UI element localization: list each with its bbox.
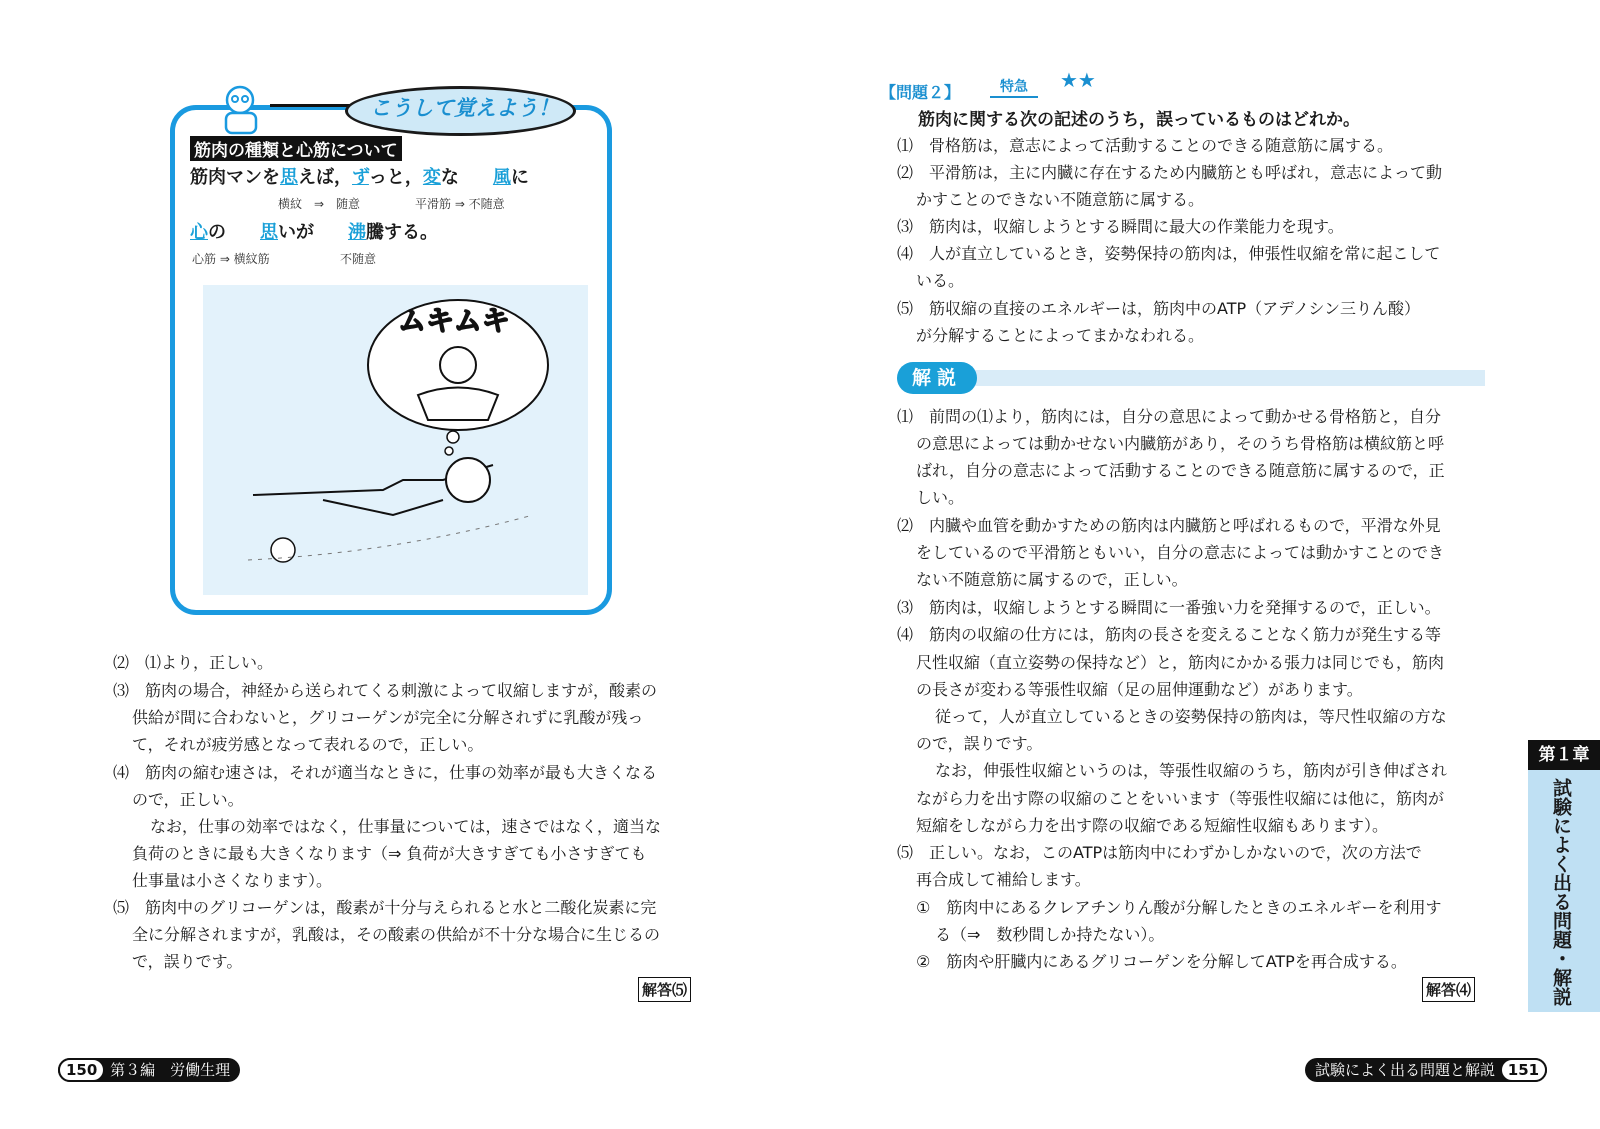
- option-5: ⑸ 筋収縮の直接のエネルギーは，筋肉中のATP（アデノシン三りん酸）: [897, 299, 1420, 318]
- explanation-line: 従って，人が直立しているときの姿勢保持の筋肉は，等尺性収縮の方な: [935, 707, 1447, 726]
- explanation-badge: 解説: [897, 362, 977, 394]
- explanation-line: ⑷ 筋肉の収縮の仕方には，筋肉の長さを変えることなく筋力が発生する等: [897, 625, 1442, 644]
- option-1: ⑴ 骨格筋は，意志によって活動することのできる随意筋に属する。: [897, 136, 1394, 155]
- left-item-4-note: 負荷のときに最も大きくなります（⇒ 負荷が大きすぎても小さすぎても: [132, 844, 647, 863]
- explanation-line: る（⇒ 数秒間しか持たない）。: [935, 925, 1165, 944]
- question-label: 【問題２】: [880, 83, 961, 102]
- explanation-line: ⑵ 内臓や血管を動かすための筋肉は内臓筋と呼ばれるもので，平滑な外見: [897, 516, 1441, 535]
- star-icon: ★★: [1060, 68, 1096, 92]
- explanation-line: ばれ，自分の意志によって活動することのできる随意筋に属するので，正: [916, 461, 1445, 480]
- option-5-cont: が分解することによってまかなわれる。: [916, 326, 1205, 345]
- option-3: ⑶ 筋肉は，収縮しようとする瞬間に最大の作業能力を現す。: [897, 217, 1344, 236]
- explanation-line: 尺性収縮（直立姿勢の保持など）と，筋肉にかかる張力は同じでも，筋肉: [916, 653, 1445, 672]
- explanation-line: しい。: [916, 488, 965, 507]
- mnemonic-heading: 筋肉の種類と心筋について: [190, 136, 402, 161]
- explanation-line: ながら力を出す際の収縮のことをいいます（等張性収縮には他に，筋肉が: [916, 789, 1445, 808]
- option-4: ⑷ 人が直立しているとき，姿勢保持の筋肉は，伸張性収縮を常に起こして: [897, 244, 1441, 263]
- left-item-5-cont: 全に分解されますが，乳酸は，その酸素の供給が不十分な場合に生じるの: [132, 925, 661, 944]
- option-2: ⑵ 平滑筋は，主に内臓に存在するため内臓筋とも呼ばれ，意志によって動: [897, 163, 1442, 182]
- chapter-title: 試験によく出る問題・解説: [1550, 778, 1572, 1006]
- left-item-5: ⑸ 筋肉中のグリコーゲンは，酸素が十分与えられると水と二酸化炭素に完: [113, 898, 657, 917]
- bubble-pointer: [270, 104, 350, 107]
- mnemonic-note-2b: 不随意: [340, 252, 377, 266]
- explanation-line: ない不随意筋に属するので，正しい。: [916, 570, 1188, 589]
- teacher-icon: [212, 80, 272, 136]
- explanation-line: 短縮をしながら力を出す際の収縮である短縮性収縮もあります）。: [916, 816, 1389, 835]
- left-item-5-cont: で，誤りです。: [132, 952, 243, 971]
- right-footer: [1305, 1058, 1547, 1082]
- right-answer-box: 解答⑷: [1422, 977, 1475, 1002]
- question-text: 筋肉に関する次の記述のうち，誤っているものはどれか。: [918, 110, 1360, 130]
- explanation-line: ので，誤りです。: [916, 734, 1043, 753]
- left-item-3: ⑶ 筋肉の場合，神経から送られてくる刺激によって収縮しますが，酸素の: [113, 681, 658, 700]
- explanation-line: の意思によっては動かせない内臓筋があり，そのうち骨格筋は横紋筋と呼: [916, 434, 1445, 453]
- mnemonic-line-2: 心の 思いが 沸騰する。: [190, 222, 438, 243]
- mnemonic-note-2a: 心筋 ⇒ 横紋筋: [192, 252, 270, 266]
- explanation-line: ⑴ 前問の⑴より，筋肉には，自分の意思によって動かせる骨格筋と，自分: [897, 407, 1442, 426]
- page-number-151: 151: [1500, 1058, 1547, 1082]
- explanation-line: 再合成して補給します。: [916, 870, 1091, 889]
- left-footer: [58, 1058, 240, 1082]
- question-badge: 特急: [990, 76, 1038, 98]
- left-footer-section: 第３編 労働生理: [110, 1061, 231, 1079]
- mnemonic-title: こうして覚えよう！: [370, 96, 559, 120]
- option-4-cont: いる。: [916, 271, 965, 290]
- mnemonic-note-1a: 横紋 ⇒ 随意: [278, 197, 361, 211]
- left-item-3-cont: 供給が間に合わないと，グリコーゲンが完全に分解されずに乳酸が残っ: [132, 708, 644, 727]
- explanation-line: ⑸ 正しい。なお，このATPは筋肉中にわずかしかないので，次の方法で: [897, 843, 1422, 862]
- explanation-line: ⑶ 筋肉は，収縮しようとする瞬間に一番強い力を発揮するので，正しい。: [897, 598, 1441, 617]
- right-footer-section: 試験によく出る問題と解説: [1315, 1061, 1496, 1079]
- explanation-line: をしているので平滑筋ともいい，自分の意志によっては動かすことのでき: [916, 543, 1445, 562]
- left-item-4-cont: ので，正しい。: [132, 790, 244, 809]
- page-number-150: 150: [58, 1058, 105, 1082]
- left-answer-box: 解答⑸: [638, 977, 691, 1002]
- explanation-line: の長さが変わる等張性収縮（足の屈伸運動など）があります。: [916, 680, 1363, 699]
- explanation-line: ① 筋肉中にあるクレアチンりん酸が分解したときのエネルギーを利用す: [916, 898, 1442, 917]
- left-item-4-note: なお，仕事の効率ではなく，仕事量については，速さではなく，適当な: [150, 817, 662, 836]
- explanation-bar: [975, 370, 1485, 386]
- left-item-4-note: 仕事量は小さくなります）。: [132, 871, 333, 890]
- mnemonic-line-1: 筋肉マンを思えば，ずっと，変な 風に: [190, 167, 529, 188]
- illustration-text: ムキムキ: [398, 304, 510, 337]
- chapter-label: 第１章: [1528, 740, 1600, 770]
- explanation-line: ② 筋肉や肝臓内にあるグリコーゲンを分解してATPを再合成する。: [916, 952, 1407, 971]
- left-item-4: ⑷ 筋肉の縮む速さは，それが適当なときに，仕事の効率が最も大きくなる: [113, 763, 658, 782]
- illustration: [203, 285, 588, 595]
- left-item-3-cont: て，それが疲労感となって表れるので，正しい。: [132, 735, 484, 754]
- explanation-line: なお，伸張性収縮というのは，等張性収縮のうち，筋肉が引き伸ばされ: [935, 761, 1448, 780]
- mnemonic-note-1b: 平滑筋 ⇒ 不随意: [415, 197, 505, 211]
- option-2-cont: かすことのできない不随意筋に属する。: [916, 190, 1205, 209]
- left-item-2: ⑵ ⑴より，正しい。: [113, 653, 274, 672]
